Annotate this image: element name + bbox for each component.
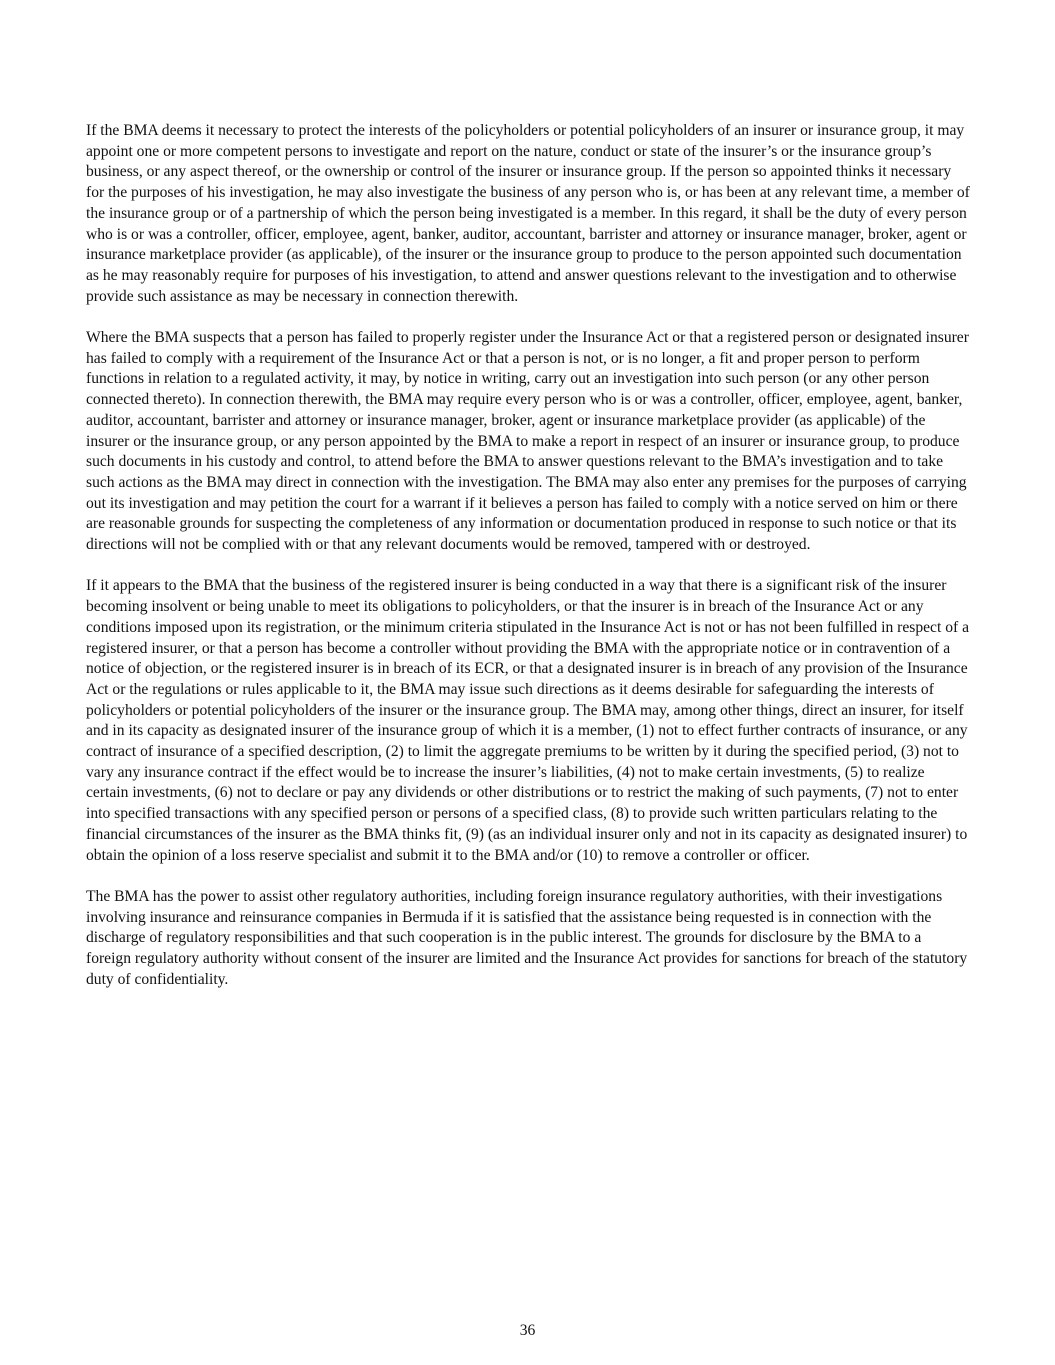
page-number: 36 <box>519 1322 536 1339</box>
paragraph-bma-directions: If it appears to the BMA that the business of the registered insurer is being conducted in a way that there is a significant risk of the insurer becoming insolvent or being unable to meet its obligations to policyholders, or that the insurer is in breach of the Insurance Act or any conditions imposed upon its registration, or the minimum criteria stipulated in the Insurance Act is not or has not been fulfilled in respect of a registered insurer, or that a person has become a controller without providing the BMA with the appropriate notice or in contravention of a notice of objection, or the registered insurer is in breach of its ECR, or that a designated insurer is in breach of any provision of the Insurance Act or the regulations or rules applicable to it, the BMA may issue such directions as it deems desirable for safeguarding the interests of policyholders or potential policyholders of the insurer or the insurance group. The BMA may, among other things, direct an insurer, for itself and in its capacity as designated insurer of the insurance group of which it is a member, (1) not to effect further contracts of insurance, or any contract of insurance of a specified description, (2) to limit the aggregate premiums to be written by it during the specified period, (3) not to vary any insurance contract if the effect would be to increase the insurer’s liabilities, (4) not to make certain investments, (5) to realize certain investments, (6) not to declare or pay any dividends or other distributions or to restrict the making of such payments, (7) not to enter into specified transactions with any specified person or persons of a specified class, (8) to provide such written particulars relating to the financial circumstances of the insurer as the BMA thinks fit, (9) (as an individual insurer only and not in its capacity as designated insurer) to obtain the opinion of a loss reserve specialist and submit it to the BMA and/or (10) to remove a controller or officer. <box>86 577 970 864</box>
paragraph-bma-appointment-of-investigators: If the BMA deems it necessary to protect the interests of the policyholders or potential policyholders of an insurer or insurance group, it may appoint one or more competent persons to investigate and report on the nature, conduct or state of the insurer’s or the insurance group’s business, or any aspect thereof, or the ownership or control of the insurer or insurance group. If the person so appointed thinks it necessary for the purposes of his investigation, he may also investigate the business of any person who is, or has been at any relevant time, a member of the insurance group or of a partnership of which the person being investigated is a member. In this regard, it shall be the duty of every person who is or was a controller, officer, employee, agent, banker, auditor, accountant, barrister and attorney or insurance manager, broker, agent or insurance marketplace provider (as applicable), of the insurer or the insurance group to produce to the person appointed such documentation as he may reasonably require for purposes of his investigation, to attend and answer questions relevant to the investigation and to otherwise provide such assistance as may be necessary in connection therewith. <box>86 122 970 305</box>
document-body <box>86 121 970 1011</box>
paragraph-bma-assistance-to-regulators: The BMA has the power to assist other regulatory authorities, including foreign insurance regulatory authorities, with their investigations involving insurance and reinsurance companies in Bermuda if it is satisfied that the assistance being requested is in connection with the discharge of regulatory responsibilities and that such cooperation is in the public interest. The grounds for disclosure by the BMA to a foreign regulatory authority without consent of the insurer are limited and the Insurance Act provides for sanctions for breach of the statutory duty of confidentiality. <box>86 887 968 988</box>
paragraph-bma-investigation-of-persons: Where the BMA suspects that a person has failed to properly register under the Insurance Act or that a registered person or designated insurer has failed to comply with a requirement of the Insurance Act or that a person is not, or is no longer, a fit and proper person to perform functions in relation to a regulated activity, it may, by notice in writing, carry out an investigation into such person (or any other person connected thereto). In connection therewith, the BMA may require every person who is or was a controller, officer, employee, agent, banker, auditor, accountant, barrister and attorney or insurance manager, broker, agent or insurance marketplace provider (as applicable) of the insurer or the insurance group, or any person appointed by the BMA to make a report in respect of an insurer or insurance group, to produce such documents in his custody and control, to attend before the BMA to answer questions relevant to the BMA’s investigation and to take such actions as the BMA may direct in connection with the investigation. The BMA may also enter any premises for the purposes of carrying out its investigation and may petition the court for a warrant if it believes a person has failed to comply with a notice served on him or there are reasonable grounds for suspecting the completeness of any information or documentation produced in response to such notice or that its directions will not be complied with or that any relevant documents would be removed, tampered with or destroyed. <box>86 329 969 554</box>
